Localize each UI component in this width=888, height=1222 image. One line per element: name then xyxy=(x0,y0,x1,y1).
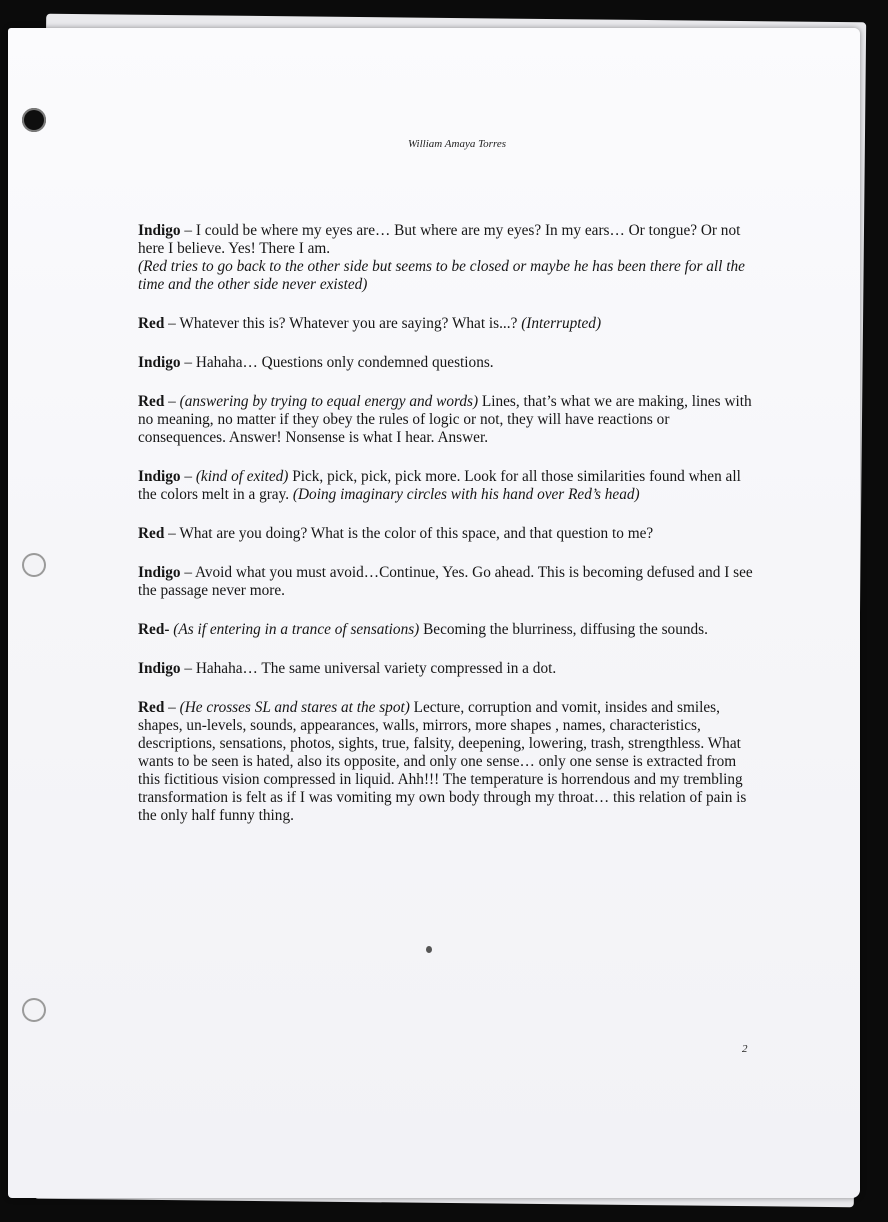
script-body xyxy=(138,222,758,846)
punch-hole-bottom xyxy=(22,998,46,1022)
dialogue-text: Whatever this is? Whatever you are saying? What is...? xyxy=(179,315,522,332)
stage-direction: (As if entering in a trance of sensations) xyxy=(173,621,420,638)
dialogue-text: Becoming the blurriness, diffusing the sounds. xyxy=(419,621,708,638)
dialogue-text: Hahaha… Questions only condemned questions. xyxy=(195,354,494,371)
speaker-name: Red xyxy=(138,393,165,410)
dialogue-text: Lines, that’s what we are making, lines with no meaning, no matter if they obey the rules of logic or not, they will have reactions or consequences. Answer! Nonsense is what I hear. Answer. xyxy=(138,393,752,446)
dialogue-paragraph: Indigo – Hahaha… Questions only condemned questions. xyxy=(138,354,494,371)
dialogue-paragraph: Indigo – (kind of exited) Pick, pick, pick, pick more. Look for all those similarities found when all the colors melt in a gray. (Doing imaginary circles with his hand over Red’s head) xyxy=(138,468,741,503)
dialogue-paragraph: Red – (answering by trying to equal energy and words) Lines, that’s what we are making, lines with no meaning, no matter if they obey the rules of logic or not, they will have reactions or consequences. Answer! Nonsense is what I hear. Answer. xyxy=(138,393,752,446)
speaker-name: Indigo xyxy=(138,660,181,677)
dialogue-text: Hahaha… The same universal variety compressed in a dot. xyxy=(195,660,557,677)
stage-direction: (Interrupted) xyxy=(521,315,602,332)
dialogue-text: Lecture, corruption and vomit, insides and smiles, shapes, un-levels, sounds, appearances, walls, mirrors, more shapes , names, characteristics, descriptions, sensations, photos, sights, true, falsity, deepening, lowering, trash, strengthless. What wants to be seen is hated, also its opposite, and only one sense… only one sense is extracted from this fictitious vision compressed in liquid. Ahh!!! The temperature is horrendous and my trembling transformation is felt as if I was vomiting my own body through my throat… this relation of pain is the only half funny thing. xyxy=(138,699,747,824)
ink-speck xyxy=(426,946,432,953)
dialogue-paragraph: Red – (He crosses SL and stares at the spot) Lecture, corruption and vomit, insides and smiles, shapes, un-levels, sounds, appearances, walls, mirrors, more shapes , names, characteristics, descriptions, sensations, photos, sights, true, falsity, deepening, lowering, trash, strengthless. What wants to be seen is hated, also its opposite, and only one sense… only one sense is extracted from this fictitious vision compressed in liquid. Ahh!!! The temperature is horrendous and my trembling transformation is felt as if I was vomiting my own body through my throat… this relation of pain is the only half funny thing. xyxy=(138,699,747,824)
speaker-name: Red- xyxy=(138,621,170,638)
dialogue-paragraph: Red – Whatever this is? Whatever you are saying? What is...? (Interrupted) xyxy=(138,315,602,332)
stage-direction: (answering by trying to equal energy and words) xyxy=(179,393,479,410)
speaker-name: Red xyxy=(138,315,165,332)
speaker-name: Red xyxy=(138,699,165,716)
page-header-author: William Amaya Torres xyxy=(408,138,506,150)
dialogue-paragraph: Indigo – Avoid what you must avoid…Continue, Yes. Go ahead. This is becoming defused and I see the passage never more. xyxy=(138,564,753,599)
stage-direction: (He crosses SL and stares at the spot) xyxy=(179,699,410,716)
page-number: 2 xyxy=(742,1043,748,1055)
speaker-name: Indigo xyxy=(138,468,181,485)
stage-direction: (kind of exited) xyxy=(195,468,289,485)
stage-direction: (Red tries to go back to the other side but seems to be closed or maybe he has been there for all the time and the other side never existed) xyxy=(138,258,745,293)
dialogue-text: I could be where my eyes are… But where are my eyes? In my ears… Or tongue? Or not here I believe. Yes! There I am. xyxy=(138,222,741,257)
dialogue-text: Pick, pick, pick, pick more. Look for all those similarities found when all the colors melt in a gray. xyxy=(138,468,741,503)
dialogue-text: What are you doing? What is the color of this space, and that question to me? xyxy=(179,525,654,542)
dialogue-text: Avoid what you must avoid…Continue, Yes. Go ahead. This is becoming defused and I see the passage never more. xyxy=(138,564,753,599)
speaker-name: Indigo xyxy=(138,222,181,239)
dialogue-paragraph: Indigo – Hahaha… The same universal variety compressed in a dot. xyxy=(138,660,557,677)
punch-hole-middle xyxy=(22,553,46,577)
dialogue-paragraph: Indigo – I could be where my eyes are… But where are my eyes? In my ears… Or tongue? Or not here I believe. Yes! There I am. (Red tries to go back to the other side but seems to be closed or maybe he has been there for all the time and the other side never existed) xyxy=(138,222,745,293)
punch-hole-top xyxy=(22,108,46,132)
stage-direction: (Doing imaginary circles with his hand over Red’s head) xyxy=(292,486,640,503)
speaker-name: Red xyxy=(138,525,165,542)
speaker-name: Indigo xyxy=(138,354,181,371)
speaker-name: Indigo xyxy=(138,564,181,581)
dialogue-paragraph xyxy=(138,621,758,639)
dialogue-paragraph: Red – What are you doing? What is the color of this space, and that question to me? xyxy=(138,525,654,542)
